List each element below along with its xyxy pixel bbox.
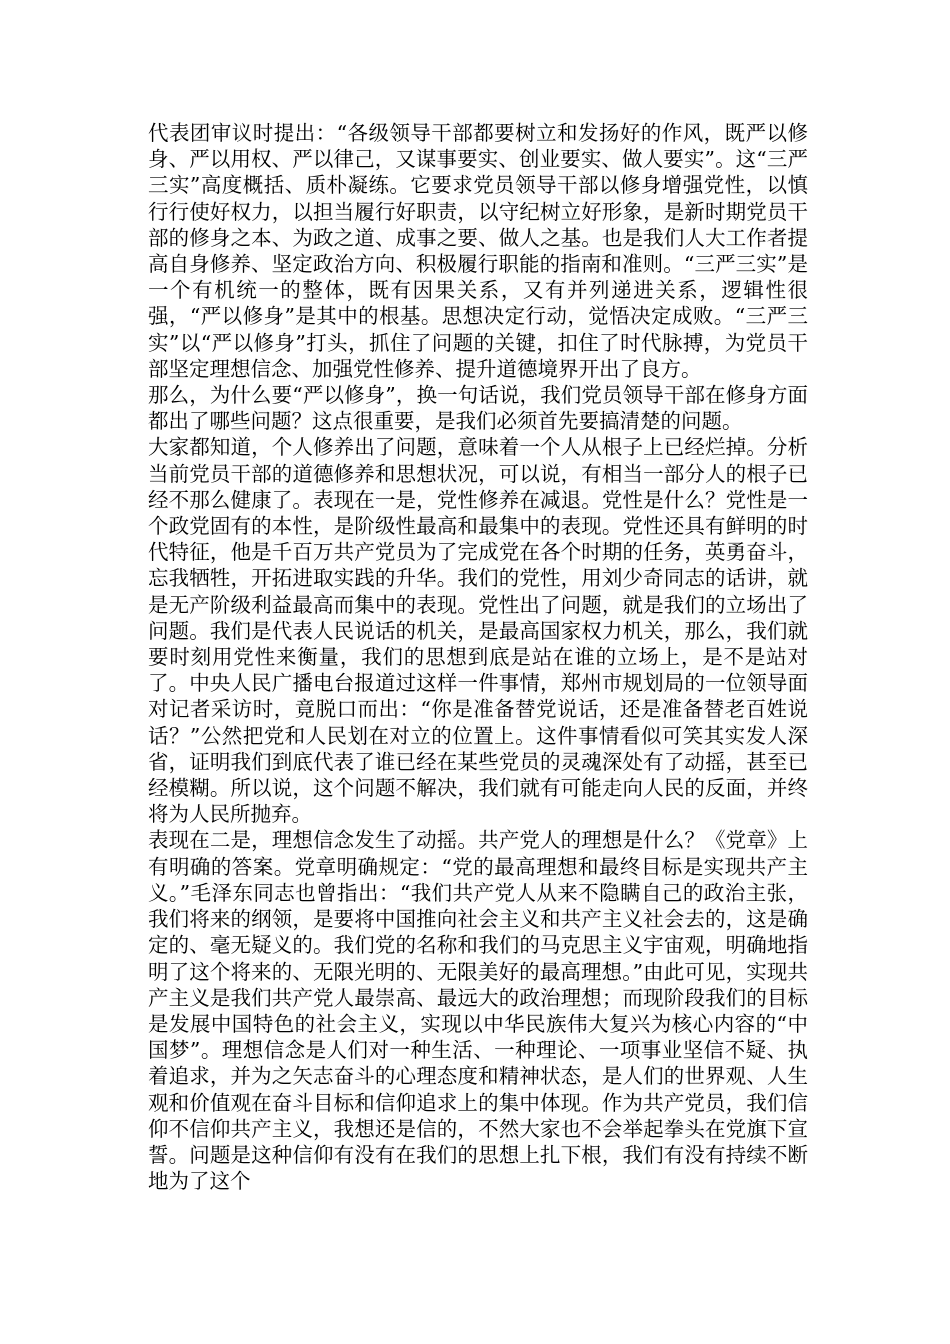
document-body — [148, 120, 808, 1194]
paragraph-1: 代表团审议时提出：“各级领导干部都要树立和发扬好的作风，既严以修身、严以用权、严以律己，又谋事要实、创业要实、做人要实”。这“三严三实”高度概括、质朴凝练。它要求党员领导干部以修身增强党性，以慎行行使好权力，以担当履行好职责，以守纪树立好形象，是新时期党员干部的修身之本、为政之道、成事之要、做人之基。也是我们人大工作者提高自身修养、坚定政治方向、积极履行职能的指南和准则。“三严三实”是一个有机统一的整体，既有因果关系，又有并列递进关系，逻辑性很强，“严以修身”是其中的根基。思想决定行动，觉悟决定成败。“三严三实”以“严以修身”打头，抓住了问题的关键，扣住了时代脉搏，为党员干部坚定理想信念、加强党性修养、提升道德境界开出了良方。 — [148, 121, 808, 381]
paragraph-3: 大家都知道，个人修养出了问题，意味着一个人从根子上已经烂掉。分析当前党员干部的道德修养和思想状况，可以说，有相当一部分人的根子已经不那么健康了。表现在一是，党性修养在减退。党性是什么？党性是一个政党固有的本性，是阶级性最高和最集中的表现。党性还具有鲜明的时代特征，他是千百万共产党员为了完成党在各个时期的任务，英勇奋斗，忘我牺牲，开拓进取实践的升华。我们的党性，用刘少奇同志的话讲，就是无产阶级利益最高而集中的表现。党性出了问题，就是我们的立场出了问题。我们是代表人民说话的机关，是最高国家权力机关，那么，我们就要时刻用党性来衡量，我们的思想到底是站在谁的立场上，是不是站对了。中央人民广播电台报道过这样一件事情，郑州市规划局的一位领导面对记者采访时，竟脱口而出：“你是准备替党说话，还是准备替老百姓说话？”公然把党和人民划在对立的位置上。这件事情看似可笑其实发人深省，证明我们到底代表了谁已经在某些党员的灵魂深处有了动摇，甚至已经模糊。所以说，这个问题不解决，我们就有可能走向人民的反面，并终将为人民所抛弃。 — [148, 435, 808, 827]
paragraph-2: 那么，为什么要“严以修身”，换一句话说，我们党员领导干部在修身方面都出了哪些问题？这点很重要，是我们必须首先要搞清楚的问题。 — [148, 383, 808, 434]
paragraph-4: 表现在二是，理想信念发生了动摇。共产党人的理想是什么？《党章》上有明确的答案。党章明确规定：“党的最高理想和最终目标是实现共产主义。”毛泽东同志也曾指出：“我们共产党人从来不隐瞒自己的政治主张，我们将来的纲领，是要将中国推向社会主义和共产主义社会去的，这是确定的、毫无疑义的。我们党的名称和我们的马克思主义宇宙观，明确地指明了这个将来的、无限光明的、无限美好的最高理想。”由此可见，实现共产主义是我们共产党人最崇高、最远大的政治理想；而现阶段我们的目标是发展中国特色的社会主义，实现以中华民族伟大复兴为核心内容的“中国梦”。理想信念是人们对一种生活、一种理论、一项事业坚信不疑、执着追求，并为之矢志奋斗的心理态度和精神状态，是人们的世界观、人生观和价值观在奋斗目标和信仰追求上的集中体现。作为共产党员，我们信仰不信仰共产主义，我想还是信的，不然大家也不会举起拳头在党旗下宣誓。问题是这种信仰有没有在我们的思想上扎下根，我们有没有持续不断地为了这个 — [148, 828, 808, 1194]
